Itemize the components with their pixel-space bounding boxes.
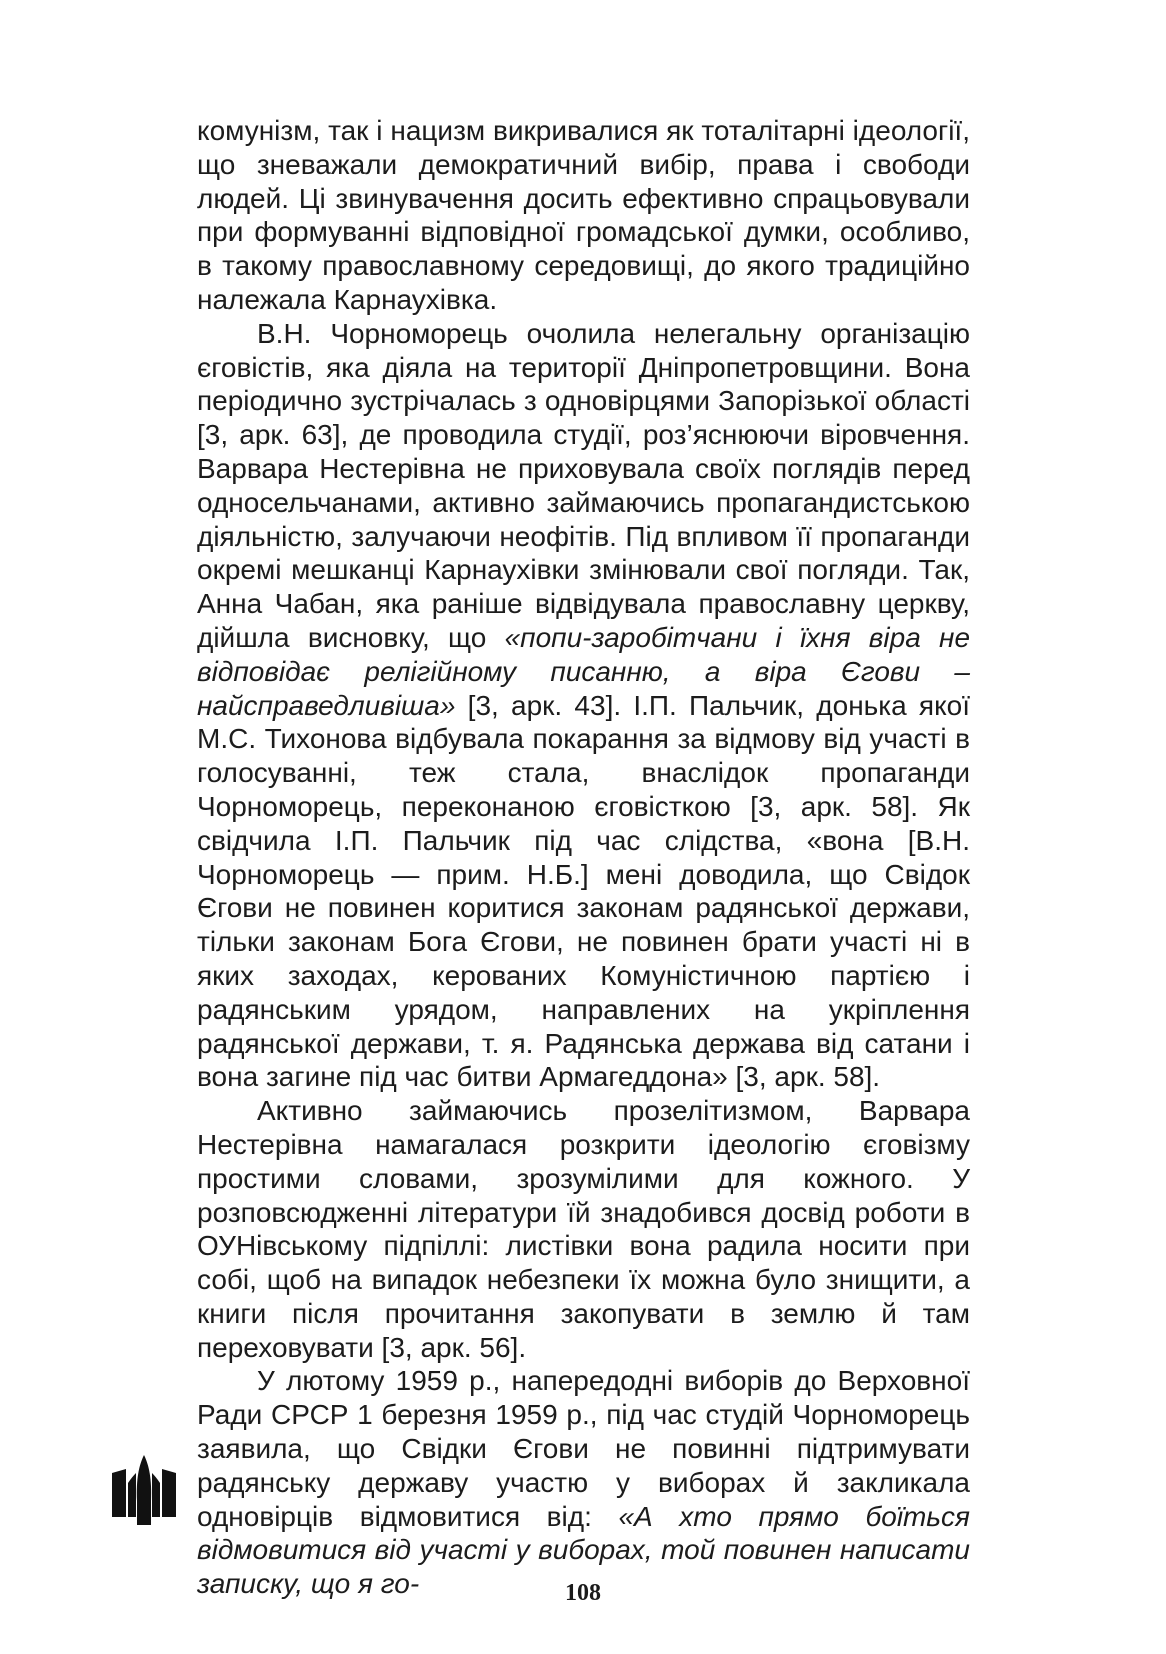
page-number: 108 bbox=[565, 1580, 601, 1606]
paragraph bbox=[197, 1094, 970, 1364]
text-run: В.Н. Чорноморець очолила нелегальну організацію єговістів, яка діяла на території Дніпропетровщини. Вона періодично зустрічалась з одновірцями Запорізької області [3, арк. 63], де проводила студії, роз’яснюючи віровчення. Варвара Нестерівна не приховувала своїх поглядів перед односельчанами, активно займаючись пропагандистською діяльністю, залучаючи неофітів. Під впливом її пропаганди окремі мешканці Карнаухівки змінювали свої погляди. Так, Анна Чабан, яка раніше відвідувала православну церкву, дійшла висновку, що bbox=[197, 317, 970, 653]
paragraph bbox=[197, 317, 970, 1094]
paragraph bbox=[197, 114, 970, 317]
text-run: комунізм, так і нацизм викривалися як тоталітарні ідеології, що зневажали демократичний вибір, права і свободи людей. Ці звинувачення досить ефективно спрацьовували при формуванні відповідної громадської думки, особливо, в такому православному середовищі, до якого традиційно належала Карнаухівка. bbox=[197, 115, 970, 315]
text-run: Активно займаючись прозелітизмом, Варвара Нестерівна намагалася розкрити ідеологію єговізму простими словами, зрозумілими для кожного. У розповсюдженні літератури їй знадобився досвід роботи в ОУНівському підпіллі: листівки вона радила носити при собі, щоб на випадок небезпеки їх можна було знищити, а книги після прочитання закопувати в землю й там переховувати [3, арк. 56]. bbox=[197, 1095, 970, 1363]
body-text bbox=[197, 114, 970, 1601]
publisher-logo-icon bbox=[112, 1455, 176, 1525]
paragraph bbox=[197, 1364, 970, 1601]
quote-italic: «попи-заробітчани і їхня віра не відповідає релігійному писанню, а віра Єгови – найсправедливіша» bbox=[197, 621, 971, 721]
quote-italic: «А хто прямо боїться відмовитися від участі у виборах, той повинен написати записку, що я го- bbox=[197, 1500, 970, 1600]
text-run: [3, арк. 43]. І.П. Пальчик, донька якої М.С. Тихонова відбувала покарання за відмову від участі в голосуванні, теж стала, внаслідок пропаганди Чорноморець, переконаною єговісткою [3, арк. 58]. Як свідчила І.П. Пальчик під час слідства, «вона [В.Н. Чорноморець — прим. Н.Б.] мені доводила, що Свідок Єгови не повинен коритися законам радянської держави, тільки законам Бога Єгови, не повинен брати участі ні в яких заходах, керованих Комуністичною партією і радянським урядом, направлених на укріплення радянської держави, т. я. Радянська держава від сатани і вона загине під час битви Армагеддона» [3, арк. 58]. bbox=[197, 689, 970, 1093]
text-run: У лютому 1959 р., напередодні виборів до Верховної Ради СРСР 1 березня 1959 р., під час студій Чорноморець заявила, що Свідки Єгови не повинні підтримувати радянську державу участю у виборах й закликала одновірців відмовитися від: bbox=[197, 1365, 970, 1532]
